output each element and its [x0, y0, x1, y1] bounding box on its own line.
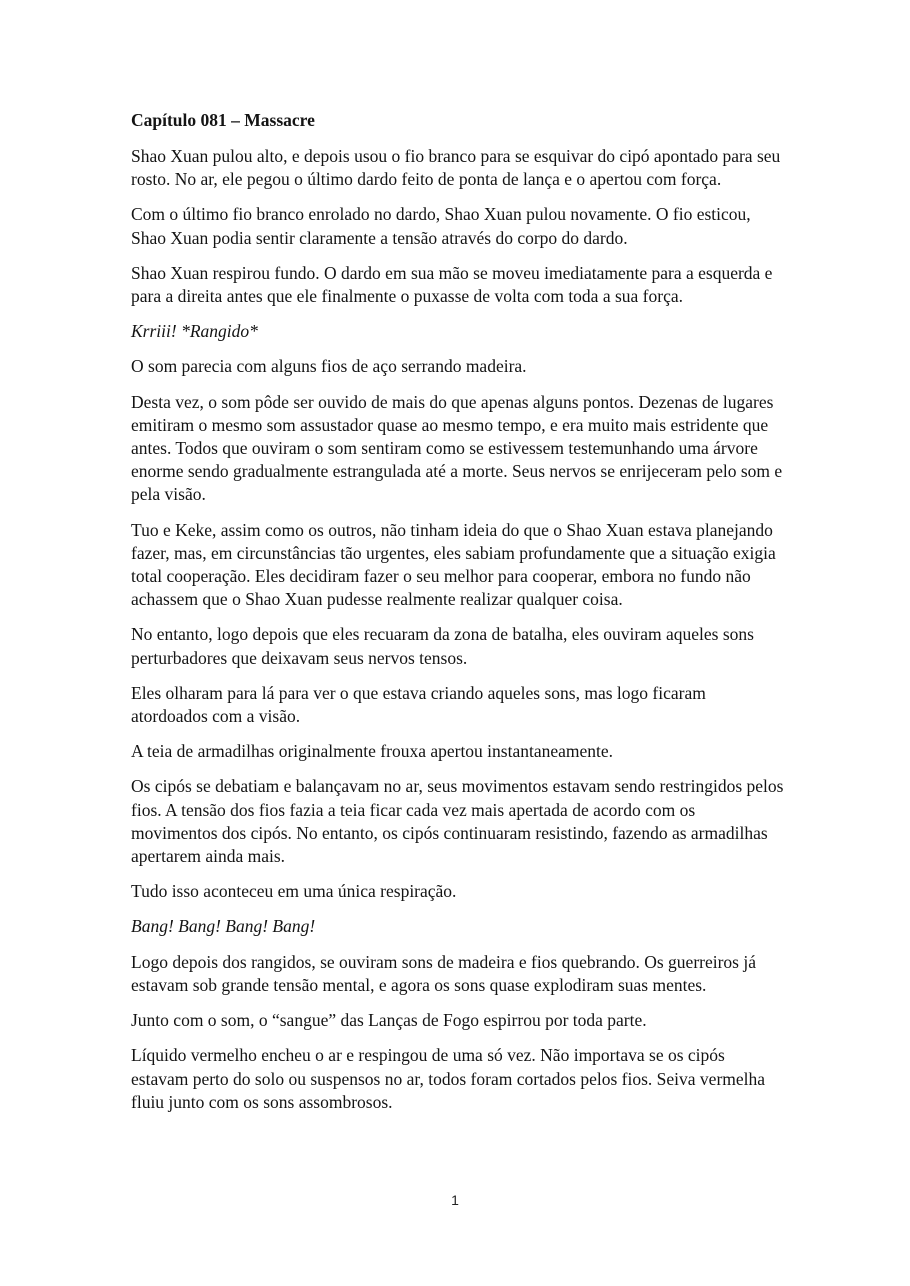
- paragraph-4-sound-effect: Krriii! *Rangido*: [131, 321, 258, 342]
- document-page: [131, 109, 785, 1126]
- paragraph-12: Tudo isso aconteceu em uma única respiração.: [131, 881, 457, 902]
- paragraph-13-sound-effect: Bang! Bang! Bang! Bang!: [131, 916, 316, 937]
- paragraph-7: Tuo e Keke, assim como os outros, não tinham ideia do que o Shao Xuan estava planejando fazer, mas, em circunstâncias tão urgentes, eles sabiam profundamente que a situação exigia total cooperação. Eles decidiram fazer o seu melhor para cooperar, embora no fundo não achassem que o Shao Xuan pudesse realmente realizar qualquer coisa.: [131, 519, 776, 610]
- paragraph-9: Eles olharam para lá para ver o que estava criando aqueles sons, mas logo ficaram atordoados com a visão.: [131, 682, 706, 727]
- paragraph-5: O som parecia com alguns fios de aço serrando madeira.: [131, 356, 527, 377]
- paragraph-10: A teia de armadilhas originalmente frouxa apertou instantaneamente.: [131, 741, 614, 762]
- chapter-title: Capítulo 081 – Massacre: [131, 110, 315, 130]
- paragraph-2: Com o último fio branco enrolado no dardo, Shao Xuan pulou novamente. O fio esticou, Shao Xuan podia sentir claramente a tensão através do corpo do dardo.: [131, 204, 751, 248]
- page-number: 1: [451, 1192, 459, 1208]
- paragraph-3: Shao Xuan respirou fundo. O dardo em sua mão se moveu imediatamente para a esquerda e para a direita antes que ele finalmente o puxasse de volta com toda a sua força.: [131, 262, 773, 307]
- paragraph-8: No entanto, logo depois que eles recuaram da zona de batalha, eles ouviram aqueles sons perturbadores que deixavam seus nervos tensos.: [131, 624, 754, 668]
- paragraph-16: Líquido vermelho encheu o ar e respingou de uma só vez. Não importava se os cipós estavam perto do solo ou suspensos no ar, todos foram cortados pelos fios. Seiva vermelha fluiu junto com os sons assombrosos.: [131, 1045, 766, 1112]
- paragraph-11: Os cipós se debatiam e balançavam no ar, seus movimentos estavam sendo restringidos pelos fios. A tensão dos fios fazia a teia ficar cada vez mais apertada de acordo com os movimentos dos cipós. No entanto, os cipós continuaram resistindo, fazendo as armadilhas apertarem ainda mais.: [131, 776, 784, 867]
- paragraph-15: Junto com o som, o “sangue” das Lanças de Fogo espirrou por toda parte.: [131, 1010, 647, 1031]
- paragraph-6: Desta vez, o som pôde ser ouvido de mais do que apenas alguns pontos. Dezenas de lugares emitiram o mesmo som assustador quase ao mesmo tempo, e era muito mais estridente que antes. Todos que ouviram o som sentiram como se estivessem testemunhando uma árvore enorme sendo gradualmente estrangulada até a morte. Seus nervos se enrijeceram pelo som e pela visão.: [131, 391, 783, 505]
- paragraph-14: Logo depois dos rangidos, se ouviram sons de madeira e fios quebrando. Os guerreiros já estavam sob grande tensão mental, e agora os sons quase explodiram suas mentes.: [131, 951, 756, 995]
- paragraph-1: Shao Xuan pulou alto, e depois usou o fio branco para se esquivar do cipó apontado para seu rosto. No ar, ele pegou o último dardo feito de ponta de lança e o apertou com força.: [131, 146, 781, 190]
